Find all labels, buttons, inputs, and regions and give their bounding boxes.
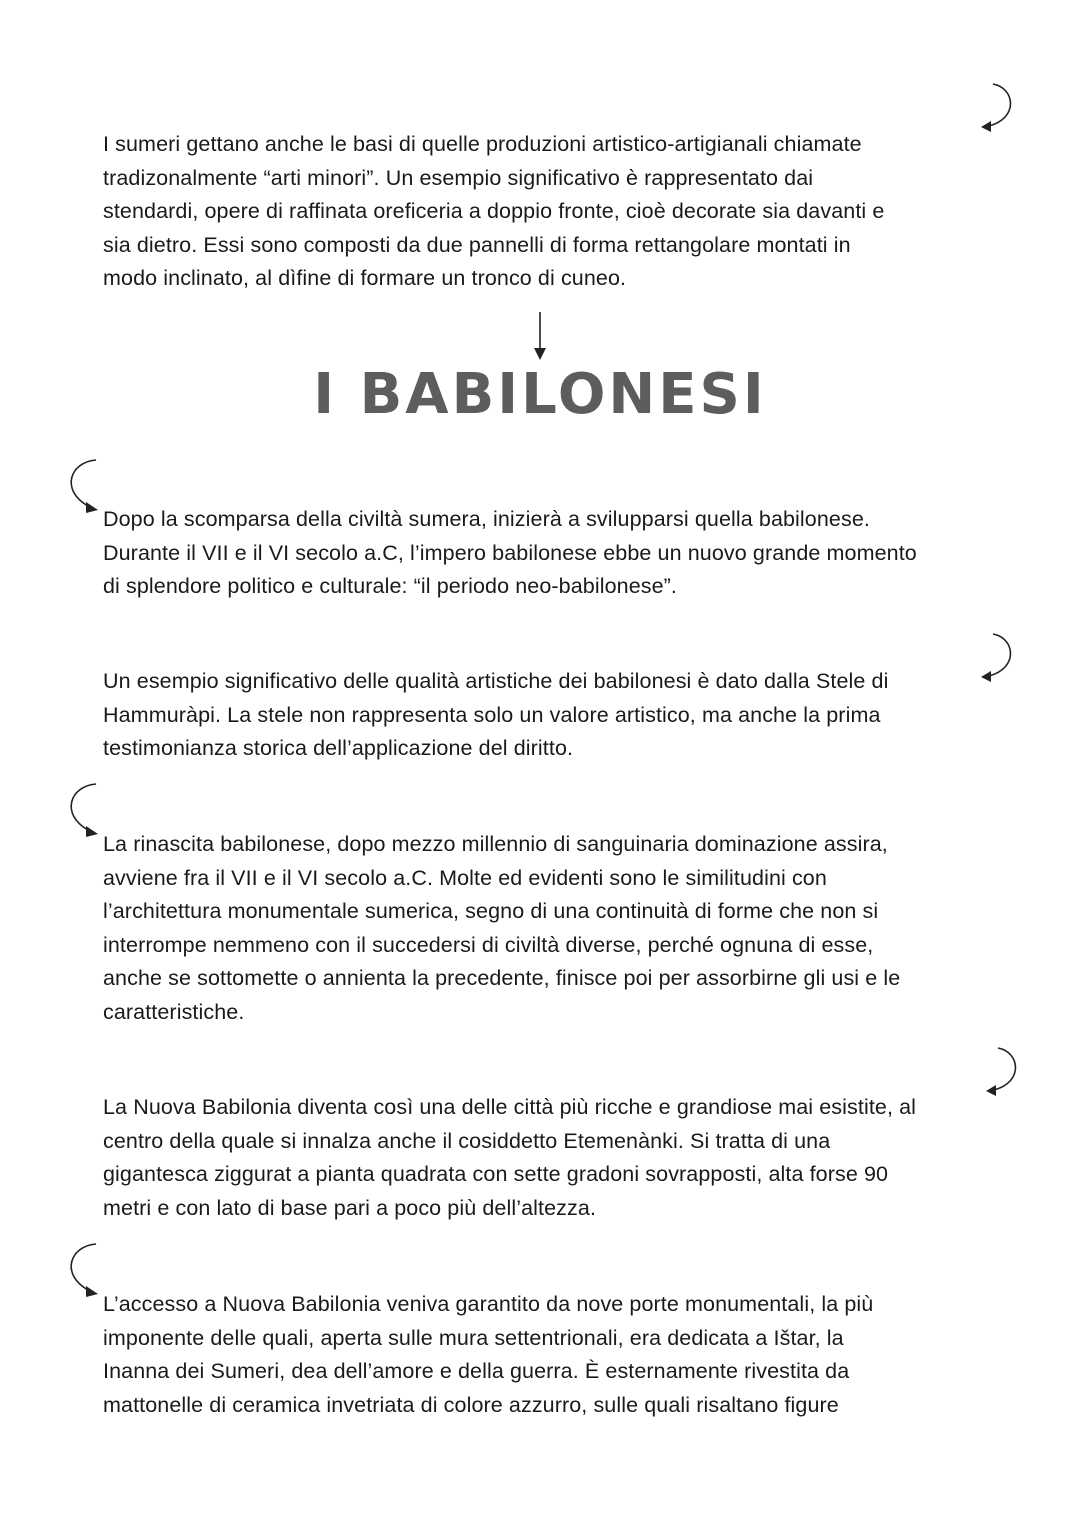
- paragraph-porta-ishtar: [103, 1288, 983, 1422]
- paragraph-line: l’architettura monumentale sumerica, segno di una continuità di forme che non si: [103, 899, 879, 923]
- paragraph-stele-hammurapi: [103, 665, 983, 766]
- paragraph-line: La rinascita babilonese, dopo mezzo millennio di sanguinaria dominazione assira,: [103, 832, 888, 856]
- curved-arrow-right-icon: [975, 78, 1025, 138]
- curved-arrow-right-icon: [980, 1042, 1030, 1102]
- paragraph-rinascita-babilonese: [103, 828, 983, 1029]
- down-arrow-icon: [530, 310, 550, 365]
- paragraph-line: centro della quale si innalza anche il cosiddetto Etemenànki. Si tratta di una: [103, 1128, 831, 1153]
- paragraph-line: gigantesca ziggurat a pianta quadrata con sette gradoni sovrapposti, alta forse 90: [103, 1162, 889, 1186]
- paragraph-line: Dopo la scomparsa della civiltà sumera, inizierà a svilupparsi quella babilonese.: [103, 507, 870, 531]
- paragraph-scomparsa-sumera: [103, 503, 983, 604]
- curved-arrow-left-icon: [58, 1238, 108, 1303]
- paragraph-line: Durante il VII e il VI secolo a.C, l’impero babilonese ebbe un nuovo grande momento: [103, 540, 917, 565]
- paragraph-line: caratteristiche.: [103, 999, 245, 1024]
- curved-arrow-left-icon: [58, 454, 108, 519]
- paragraph-line: Un esempio significativo delle qualità artistiche dei babilonesi è dato dalla Stele di: [103, 669, 889, 693]
- paragraph-line: I sumeri gettano anche le basi di quelle produzioni artistico-artigianali chiamate: [103, 132, 862, 156]
- paragraph-line: metri e con lato di base pari a poco più dell’altezza.: [103, 1195, 597, 1220]
- paragraph-line: Hammuràpi. La stele non rappresenta solo un valore artistico, ma anche la prima: [103, 702, 881, 727]
- paragraph-line: anche se sottomette o annienta la precedente, finisce poi per assorbirne gli usi e le: [103, 966, 901, 990]
- paragraph-line: imponente delle quali, aperta sulle mura settentrionali, era dedicata a Ištar, la: [103, 1325, 844, 1350]
- paragraph-line: avviene fra il VII e il VI secolo a.C. Molte ed evidenti sono le similitudini con: [103, 865, 827, 890]
- paragraph-line: La Nuova Babilonia diventa così una delle città più ricche e grandiose mai esistite, al: [103, 1095, 917, 1119]
- paragraph-line: tradizonalmente “arti minori”. Un esempio significativo è rappresentato dai: [103, 165, 814, 190]
- paragraph-line: di splendore politico e culturale: “il periodo neo-babilonese”.: [103, 574, 678, 598]
- curved-arrow-right-icon: [975, 628, 1025, 688]
- paragraph-sumeri-arti-minori: [103, 128, 983, 296]
- paragraph-line: mattonelle di ceramica invetriata di colore azzurro, sulle quali risaltano figure: [103, 1392, 839, 1417]
- paragraph-nuova-babilonia: [103, 1091, 983, 1225]
- paragraph-line: sia dietro. Essi sono composti da due pannelli di forma rettangolare montati in: [103, 232, 851, 257]
- paragraph-line: stendardi, opere di raffinata oreficeria a doppio fronte, cioè decorate sia davanti e: [103, 199, 885, 223]
- paragraph-line: L’accesso a Nuova Babilonia veniva garantito da nove porte monumentali, la più: [103, 1292, 874, 1316]
- curved-arrow-left-icon: [58, 778, 108, 843]
- paragraph-line: interrompe nemmeno con il succedersi di civiltà diverse, perché ognuna di esse,: [103, 932, 874, 957]
- paragraph-line: testimonianza storica dell’applicazione del diritto.: [103, 736, 574, 760]
- paragraph-line: Inanna dei Sumeri, dea dell’amore e della guerra. È esternamente rivestita da: [103, 1359, 850, 1383]
- paragraph-line: modo inclinato, al dìfine di formare un tronco di cuneo.: [103, 266, 627, 290]
- page-title: I BABILONESI: [313, 362, 767, 427]
